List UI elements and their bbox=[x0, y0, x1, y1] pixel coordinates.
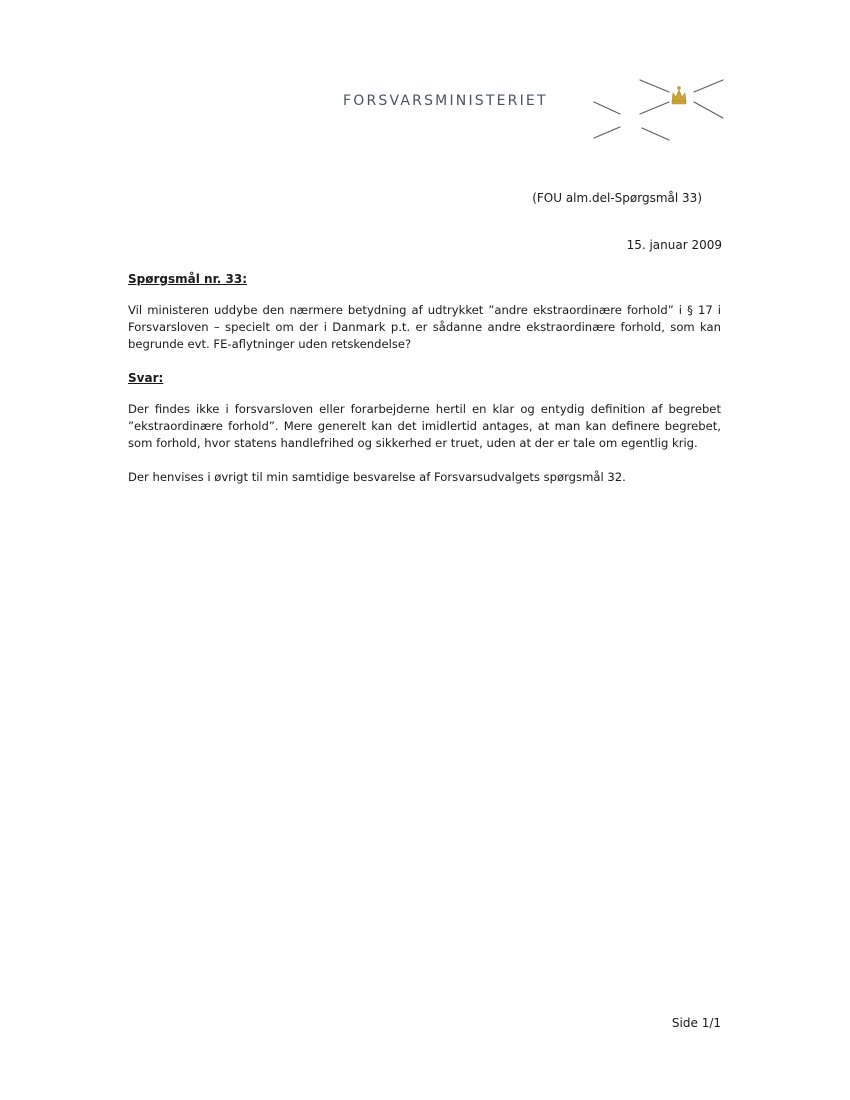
document-date: 15. januar 2009 bbox=[626, 238, 722, 252]
document-body bbox=[128, 271, 721, 503]
answer-heading: Svar: bbox=[128, 371, 164, 385]
page-number: Side 1/1 bbox=[671, 1016, 721, 1030]
question-reference: (FOU alm.del-Spørgsmål 33) bbox=[532, 191, 702, 205]
crown-cross-logo-icon bbox=[585, 72, 730, 148]
answer-paragraph: Der henvises i øvrigt til min samtidige besvarelse af Forsvarsudvalgets spørgsmål 32. bbox=[128, 470, 626, 484]
ministry-logo-text: FORSVARSMINISTERIET bbox=[343, 93, 548, 109]
answer-paragraph: Der findes ikke i forsvarsloven eller forarbejderne hertil en klar og entydig definition af begrebet ”ekstraordinære forhold”. Mere generelt kan det imidlertid antages, at man kan definere begrebet, som forhold, hvor statens handlefrihed og sikkerhed er truet, uden at der er tale om egentlig krig. bbox=[128, 402, 721, 450]
question-heading: Spørgsmål nr. 33: bbox=[128, 272, 248, 286]
question-text: Vil ministeren uddybe den nærmere betydning af udtrykket ”andre ekstraordinære forhold” i § 17 i Forsvarsloven – specielt om der i Danmark p.t. er sådanne andre ekstraordinære forhold, som kan begrunde evt. FE-aflytninger uden retskendelse? bbox=[128, 303, 721, 351]
